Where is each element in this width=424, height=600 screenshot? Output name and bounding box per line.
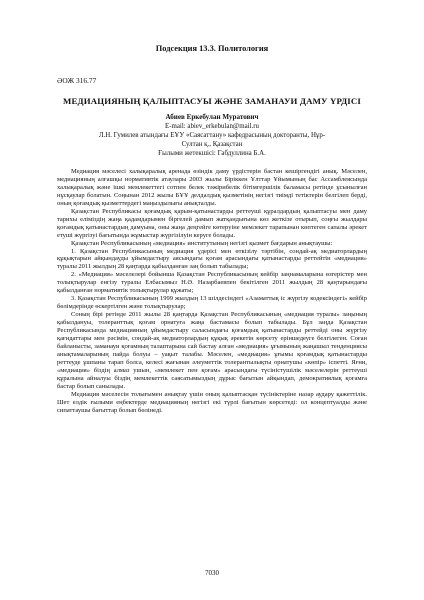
body-paragraph: Қазақстан Республикасының «медиация» институтының негізгі қызмет бағдарын анықтаушы:	[71, 239, 333, 247]
body-paragraph: Медиация мәселесі халықаралық аренада өзіндік даму үрдістерін бастан кешіргендігі анық. Мәселен, медиацияның алғашқы нормативтік атаулары 2003 жылы Біріккен Ұлттар Ұйымының бас Ассамблеясында халықаралық және ішкі мемлекеттегі сотпен белек тәжірибелік бітімгершілік баламасы ретінде ұсынылған нұсқаулар болатын. Соңынан 2012 жылы БҰҰ делдалдық қызметінің негізгі тиімді тетіктерін белгілеп берді, оның қоғамдық қызметтердегі маңыздылығы анықталды.	[57, 168, 367, 207]
author-affiliation-line1: Л.Н. Гумилев атындағы ЕҰУ «Саясаттану» кафедрасының докторанты, Нұр-	[98, 132, 326, 140]
section-heading: Подсекция 13.3. Политология	[155, 44, 269, 53]
article-body	[57, 168, 367, 415]
body-paragraph: Медиация мәселесін толығымен анықтау үшін оның қалыптасқан түсініктеріне назар аудару қажеттілік. Шет елдік ғылыми еңбектерде медиацияның негізгі екі түрлі бағытын көрсетеді: ол концептуалды және сипаттаушы бағыттар болып бөлінеді.	[57, 390, 367, 414]
author-email: E-mail: abiev_erkebulan@mail.ru	[165, 123, 259, 131]
body-paragraph: Соның бірі ретінде 2011 жылы 28 қаңтарда Қазақстан Республикасының «медиация туралы» заңының қабылдануы, толеранттық қоғам орнатуға жаңа бастамасы болып табылады. Бұл заңда Қазақстан Республикасында медиацияның ұйымдастыру саласындағы қоғамдық қатынастарды реттейді оны жүргізу қағидаттары мен рәсімін, сондай-ақ медиаторлардың құқық әрекетін көрсету еріншедеуге белгілеген. Соған байланысты, заманауи қоғамның талаптарына сай бастау алған «медиация» ұғымының жаңашыл тенденциясы анықтамаларының пайда болуы – уақыт талабы. Мәселен, «медиация» ұғымы қоғамдық қатынастарды реттеуде ұшпаны тарап болса, келесі жағынан әлеуметтік толерантылықты орнатушы «көпір» іспетті. Яғни, «медиация» біздің алмаз ушын, «мемлекет пен қоғам» арасындағы түсіністушілік мәселелерін реттеуші құралына айналуы біздің мемлекеттік саясатымыздың дұрыс бағытын айқындап, демократиялық қоғамға бастар болып санылады.	[57, 311, 367, 390]
body-paragraph: Қазақстан Республикасы қоғамдық қарым-қатынастарды реттеуші құралдардың қалыптасуы мен даму тарихы еліміздің жаңа қадамдарымен біргелей дамып жатқандығына көз жеткізе отырып, соңғы жылдары қоғамдық қатынастардың дамуына, оны жаңа деңгейге көтеруіне мемлекет тарапынан көптеген сапалы әрекет етуші жүргізуі бағытында жұмыстар жүргізілуін керуге болады.	[57, 207, 367, 239]
udk-code: ӘОЖ 316.77	[57, 76, 97, 85]
article-title: МЕДИАЦИЯНЫҢ ҚАЛЫПТАСУЫ ЖӘНЕ ЗАМАНАУИ ДАМУ ҮРДІСІ	[63, 96, 361, 106]
list-item: 3. Қазақстан Республикасының 1999 жылдың 13 шілдесіндегі «Азаматтық іс жүргізу кодексіндегі» кейбір бөлімдерінде өскертілген және толықтырулар;	[57, 295, 367, 311]
author-name: Абиев Еркебулан Муратович	[165, 113, 259, 121]
list-item: 2. «Медиация» мәселелері бойынша Қазақстан Республикасының кейбір заңнамаларына өзгерістер мен толықтырулар енгізу туралы Елбасымыз Н.Ә. Назарбаевпен бекітілген 2011 жылдың 28 қаңтарындағы қабылданған нормативтік толықтырулар құжаты;	[57, 271, 367, 295]
page-number: 7030	[205, 569, 219, 577]
author-affiliation-line2: Султан қ., Қазақстан	[181, 141, 243, 149]
scientific-supervisor: Ғылыми жетекшісі: Габдуллина Б.А.	[158, 150, 266, 158]
author-block	[40, 113, 384, 158]
list-item: 1. Қазақстан Республикасының медиация үдерісі мен өткізілу тәртібін, сондай-ақ медиаторлардың құқықтарын айқындауды ұйымдастыру аясындағы қоғам арасындағы қатынастарды реттейтін «медиация» туралы 2011 жылдың 28 қаңтарда қабылданған заң болып табылады;	[57, 247, 367, 271]
